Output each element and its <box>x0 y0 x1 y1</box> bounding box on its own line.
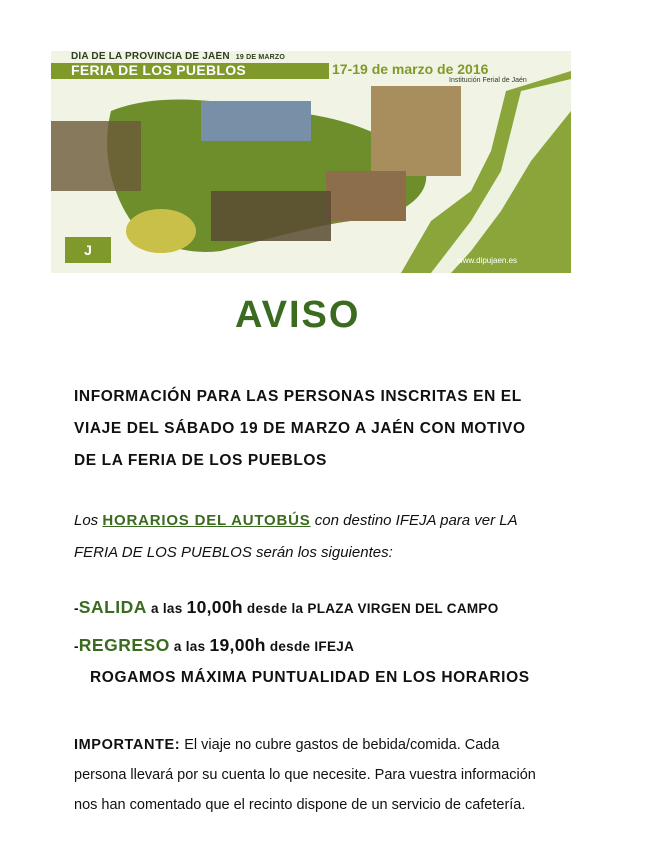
info-heading <box>74 381 594 477</box>
important-note: IMPORTANTE: El viaje no cubre gastos de bebida/comida. Cada persona llevará por su cuenta lo que necesite. Para vuestra información nos han comentado que el recinto dispone de un servicio de cafetería. <box>74 737 536 813</box>
schedule-text: con destino IFEJA para ver LA <box>310 512 518 529</box>
banner-url: www.dipujaen.es <box>457 256 518 265</box>
banner-illustration <box>51 51 571 273</box>
return-time: 19,00h <box>209 635 266 655</box>
banner-top-line: DÍA DE LA PROVINCIA DE JAÉN 19 DE MARZO <box>71 51 286 62</box>
dipujaen-logo: J <box>65 237 111 263</box>
banner-institution: Institución Ferial de Jaén <box>449 77 527 84</box>
banner-photo-ruins <box>326 171 406 221</box>
schedule-text-line2: FERIA DE LOS PUEBLOS serán los siguientes: <box>74 544 393 561</box>
page-title: AVISO <box>235 294 361 336</box>
departure-place: desde la PLAZA VIRGEN DEL CAMPO <box>242 601 499 616</box>
banner-photo-hands <box>211 191 331 241</box>
schedule-prefix: Los <box>74 512 99 529</box>
info-line: VIAJE DEL SÁBADO 19 DE MARZO A JAÉN CON MOTIVO <box>74 420 526 437</box>
info-line: DE LA FERIA DE LOS PUEBLOS <box>74 452 327 469</box>
banner-photo-left <box>51 121 141 191</box>
departure-label: SALIDA <box>78 597 147 617</box>
banner-photo-church <box>371 86 461 176</box>
departure-line: -SALIDA a las 10,00h desde la PLAZA VIRGEN DEL CAMPO <box>74 597 499 617</box>
return-line: -REGRESO a las 19,00h desde IFEJA <box>74 635 355 655</box>
banner-event-name: FERIA DE LOS PUEBLOS <box>71 62 247 78</box>
schedule-intro <box>74 505 594 569</box>
event-banner <box>51 51 571 273</box>
departure-time: 10,00h <box>186 597 243 617</box>
return-place: desde IFEJA <box>265 639 355 654</box>
info-line: INFORMACIÓN PARA LAS PERSONAS INSCRITAS EN EL <box>74 388 522 405</box>
banner-photo-olives <box>126 209 196 253</box>
return-label: REGRESO <box>78 635 170 655</box>
punctuality-notice: ROGAMOS MÁXIMA PUNTUALIDAD EN LOS HORARIOS <box>90 669 530 686</box>
important-label: IMPORTANTE: <box>74 737 181 753</box>
banner-dates: 17-19 de marzo de 2016 <box>332 61 489 77</box>
schedule-highlight: HORARIOS DEL AUTOBÚS <box>102 512 311 529</box>
banner-photo-lake <box>201 101 311 141</box>
